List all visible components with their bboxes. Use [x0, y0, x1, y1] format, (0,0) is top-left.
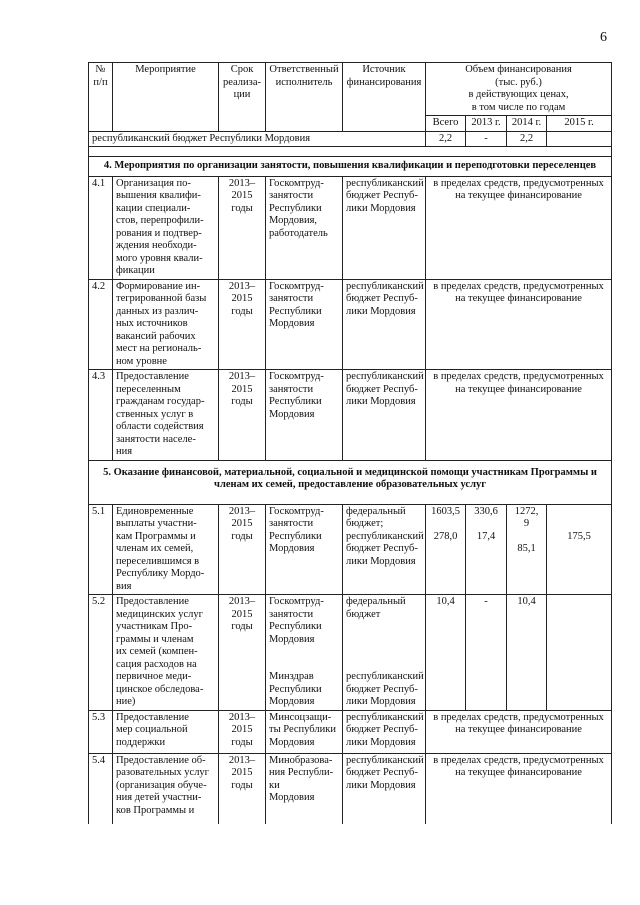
header-total: Всего — [426, 116, 466, 132]
row-total: 10,4 — [426, 595, 466, 711]
row-num: 5.4 — [89, 753, 113, 824]
section-5-heading-row — [89, 460, 612, 504]
section-5-title: 5. Оказание финансовой, материальной, социальной и медицинской помощи участникам Программы и членам их семей, предоставление образовательных услуг — [89, 460, 612, 504]
row-num: 5.2 — [89, 595, 113, 711]
row-term: 2013– 2015 годы — [219, 370, 266, 461]
row-source: республиканский бюджет Респуб- лики Мордовия — [343, 176, 426, 279]
row-event: Предоставление об- разовательных услуг (организация обуче- ния детей участни- ков Программы и — [113, 753, 219, 824]
spacer-row — [89, 147, 612, 157]
row-source: федеральный бюджет республиканский бюджет Респуб- лики Мордовия — [343, 595, 426, 711]
row-2013: 330,6 17,4 — [466, 504, 507, 595]
row-responsible: Минсоцзащи- ты Республики Мордовия — [266, 710, 343, 753]
table-row — [89, 753, 612, 824]
budget-total-row — [89, 131, 612, 147]
row-num: 5.3 — [89, 710, 113, 753]
table-row — [89, 710, 612, 753]
budget-row-total: 2,2 — [426, 131, 466, 147]
row-total: 1603,5 278,0 — [426, 504, 466, 595]
row-term: 2013– 2015 годы — [219, 504, 266, 595]
row-funding: в пределах средств, предусмотренных на текущее финансирование — [426, 753, 612, 824]
table-row — [89, 595, 612, 711]
header-2013: 2013 г. — [466, 116, 507, 132]
row-2014: 10,4 — [507, 595, 547, 711]
row-funding: в пределах средств, предусмотренных на текущее финансирование — [426, 370, 612, 461]
row-event: Предоставление переселенным гражданам государ- ственных услуг в области содействия занятости населе- ния — [113, 370, 219, 461]
table-row — [89, 176, 612, 279]
row-num: 4.2 — [89, 279, 113, 370]
budget-row-2014: 2,2 — [507, 131, 547, 147]
row-source: республиканский бюджет Респуб- лики Мордовия — [343, 370, 426, 461]
row-source: республиканский бюджет Респуб- лики Мордовия — [343, 279, 426, 370]
header-source: Источник финансирования — [343, 63, 426, 132]
row-event: Предоставление мер социальной поддержки — [113, 710, 219, 753]
row-funding: в пределах средств, предусмотренных на текущее финансирование — [426, 710, 612, 753]
budget-row-label: республиканский бюджет Республики Мордовия — [89, 131, 426, 147]
row-event: Предоставление медицинских услуг участникам Про- граммы и членам их семей (компен- сация расходов на первичное меди- цинское обследова- ние) — [113, 595, 219, 711]
header-num: № п/п — [89, 63, 113, 132]
table-row — [89, 504, 612, 595]
budget-row-2013: - — [466, 131, 507, 147]
row-2014: 1272, 9 85,1 — [507, 504, 547, 595]
row-term: 2013– 2015 годы — [219, 279, 266, 370]
row-responsible: Госкомтруд- занятости Республики Мордовия, работодатель — [266, 176, 343, 279]
row-source: республиканский бюджет Респуб- лики Мордовия — [343, 753, 426, 824]
row-2013: - — [466, 595, 507, 711]
row-responsible: Госкомтруд- занятости Республики Мордовия — [266, 504, 343, 595]
table-header-row — [89, 63, 612, 116]
row-term: 2013– 2015 годы — [219, 176, 266, 279]
row-event: Единовременные выплаты участни- кам Программы и членам их семей, переселившимся в Республику Мордо- вия — [113, 504, 219, 595]
header-event: Мероприятие — [113, 63, 219, 132]
header-term: Срок реализа- ции — [219, 63, 266, 132]
row-event: Организация по- вышения квалифи- кации специали- стов, перепрофили- рования и подтвер- ждения необходи- мого уровня квали- фикации — [113, 176, 219, 279]
page-number: 6 — [600, 30, 607, 45]
header-volume: Объем финансирования (тыс. руб.) в действующих ценах, в том числе по годам — [426, 63, 612, 116]
row-term: 2013– 2015 годы — [219, 710, 266, 753]
row-2015 — [547, 595, 612, 711]
row-responsible: Госкомтруд- занятости Республики Мордовия — [266, 279, 343, 370]
row-source: федеральный бюджет; республиканский бюджет Респуб- лики Мордовия — [343, 504, 426, 595]
header-2014: 2014 г. — [507, 116, 547, 132]
row-num: 4.3 — [89, 370, 113, 461]
row-source: республиканский бюджет Респуб- лики Мордовия — [343, 710, 426, 753]
row-num: 5.1 — [89, 504, 113, 595]
section-4-title: 4. Мероприятия по организации занятости, повышения квалификации и переподготовки переселенцев — [89, 157, 612, 177]
row-responsible: Госкомтруд- занятости Республики Мордовия Минздрав Республики Мордовия — [266, 595, 343, 711]
table-row — [89, 279, 612, 370]
header-2015: 2015 г. — [547, 116, 612, 132]
budget-row-2015 — [547, 131, 612, 147]
row-funding: в пределах средств, предусмотренных на текущее финансирование — [426, 176, 612, 279]
header-responsible: Ответственный исполнитель — [266, 63, 343, 132]
row-2015: 175,5 — [547, 504, 612, 595]
row-event: Формирование ин- тегрированной базы данных из различ- ных источников вакансий рабочих мест на региональ- ном уровне — [113, 279, 219, 370]
row-term: 2013– 2015 годы — [219, 753, 266, 824]
row-responsible: Минобразова- ния Республи- ки Мордовия — [266, 753, 343, 824]
row-term: 2013– 2015 годы — [219, 595, 266, 711]
spacer-cell — [89, 147, 612, 157]
program-events-table — [88, 62, 612, 824]
row-responsible: Госкомтруд- занятости Республики Мордовия — [266, 370, 343, 461]
table-row — [89, 370, 612, 461]
row-num: 4.1 — [89, 176, 113, 279]
section-4-heading-row — [89, 157, 612, 177]
row-funding: в пределах средств, предусмотренных на текущее финансирование — [426, 279, 612, 370]
